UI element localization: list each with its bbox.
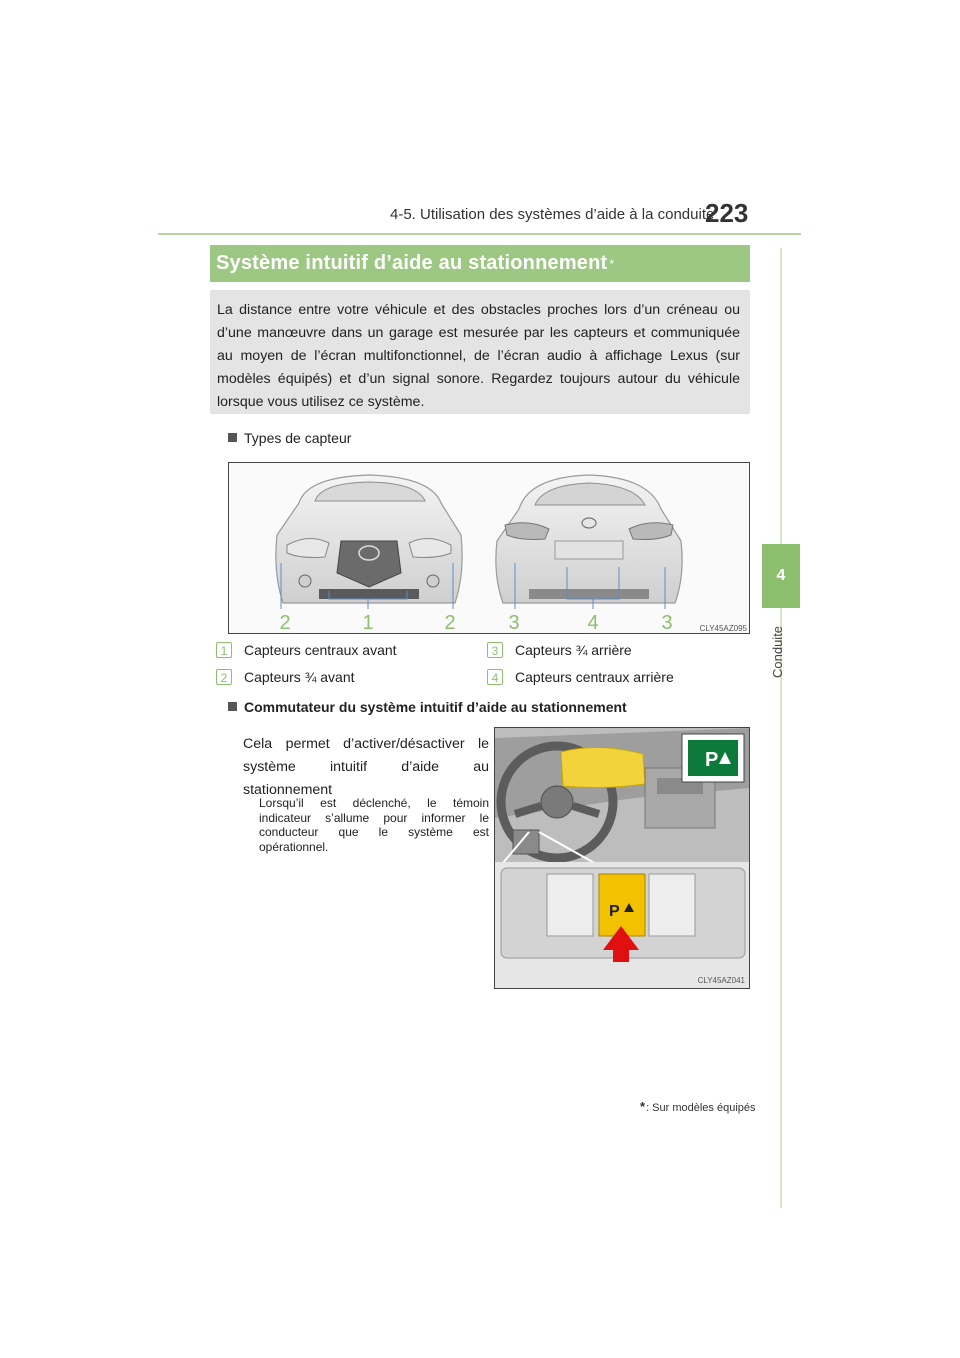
legend-label-4: Capteurs centraux arrière bbox=[515, 669, 674, 685]
callout-2-left: 2 bbox=[279, 612, 291, 634]
chapter-tab[interactable]: 4 bbox=[762, 544, 800, 608]
legend-num-3: 3 bbox=[487, 642, 503, 658]
switch-heading bbox=[228, 699, 627, 715]
section-title-bar bbox=[210, 245, 750, 282]
header-rule bbox=[158, 233, 801, 235]
footnote-text: : Sur modèles équipés bbox=[646, 1102, 756, 1114]
callout-3-right: 3 bbox=[661, 612, 673, 634]
bullet-square-icon bbox=[228, 702, 237, 711]
legend-num-1: 1 bbox=[216, 642, 232, 658]
legend-label-1: Capteurs centraux avant bbox=[244, 642, 397, 658]
legend-num-4: 4 bbox=[487, 669, 503, 685]
dashboard-illustration bbox=[495, 728, 750, 989]
switch-heading-text: Commutateur du système intuitif d’aide au stationnement bbox=[244, 699, 627, 715]
indicator-p-icon: P bbox=[705, 749, 719, 771]
legend-item-4 bbox=[487, 669, 674, 685]
side-rule bbox=[780, 248, 782, 1208]
callout-4: 4 bbox=[587, 612, 599, 634]
bullet-square-icon bbox=[228, 433, 237, 442]
legend-label-3: Capteurs ¾ arrière bbox=[515, 642, 632, 658]
callout-3-left: 3 bbox=[508, 612, 520, 634]
sensor-types-heading-text: Types de capteur bbox=[244, 430, 352, 446]
sensor-figure bbox=[228, 462, 750, 634]
switch-note: Lorsqu’il est déclenché, le témoin indicateur s’allume pour informer le conducteur que le système est opérationnel. bbox=[259, 796, 489, 854]
figure-code: CLY45AZ095 bbox=[699, 624, 747, 633]
section-title: Système intuitif d’aide au stationnement bbox=[216, 252, 608, 274]
footnote bbox=[640, 1099, 756, 1114]
figure-code: CLY45AZ041 bbox=[697, 976, 745, 985]
sensor-types-heading bbox=[228, 430, 351, 446]
car-rear-view bbox=[496, 475, 682, 603]
callout-1: 1 bbox=[362, 612, 374, 634]
legend-label-2: Capteurs ¾ avant bbox=[244, 669, 355, 685]
switch-body: Cela permet d’activer/désactiver le système intuitif d’aide au stationnement bbox=[243, 736, 489, 798]
car-front-view bbox=[276, 475, 462, 603]
switch-figure bbox=[494, 727, 750, 989]
legend-item-1 bbox=[216, 642, 397, 658]
callout-2-right: 2 bbox=[444, 612, 456, 634]
running-header-section: 4-5. Utilisation des systèmes d’aide à la conduite bbox=[390, 206, 715, 223]
legend-item-2 bbox=[216, 669, 355, 685]
chapter-label: Conduite bbox=[770, 625, 785, 678]
legend-num-2: 2 bbox=[216, 669, 232, 685]
footnote-marker: * bbox=[640, 1099, 646, 1114]
parking-assist-switch[interactable] bbox=[599, 874, 645, 936]
page-number: 223 bbox=[705, 198, 749, 228]
equipped-marker: * bbox=[609, 256, 615, 271]
callout-numbers bbox=[279, 612, 672, 634]
switch-p-icon: P bbox=[609, 903, 620, 920]
car-front-rear-illustration bbox=[229, 463, 750, 634]
intro-box: La distance entre votre véhicule et des obstacles proches lors d’un créneau ou d’une manœuvre dans un garage est mesurée par les capteurs et communiquée au moyen de l’écran multifonctionnel, de l’écran audio à affichage Lexus (sur modèles équipés) et d’un signal sonore. Regardez toujours autour du véhicule lorsque vous utilisez ce système. bbox=[210, 290, 750, 414]
legend-item-3 bbox=[487, 642, 632, 658]
